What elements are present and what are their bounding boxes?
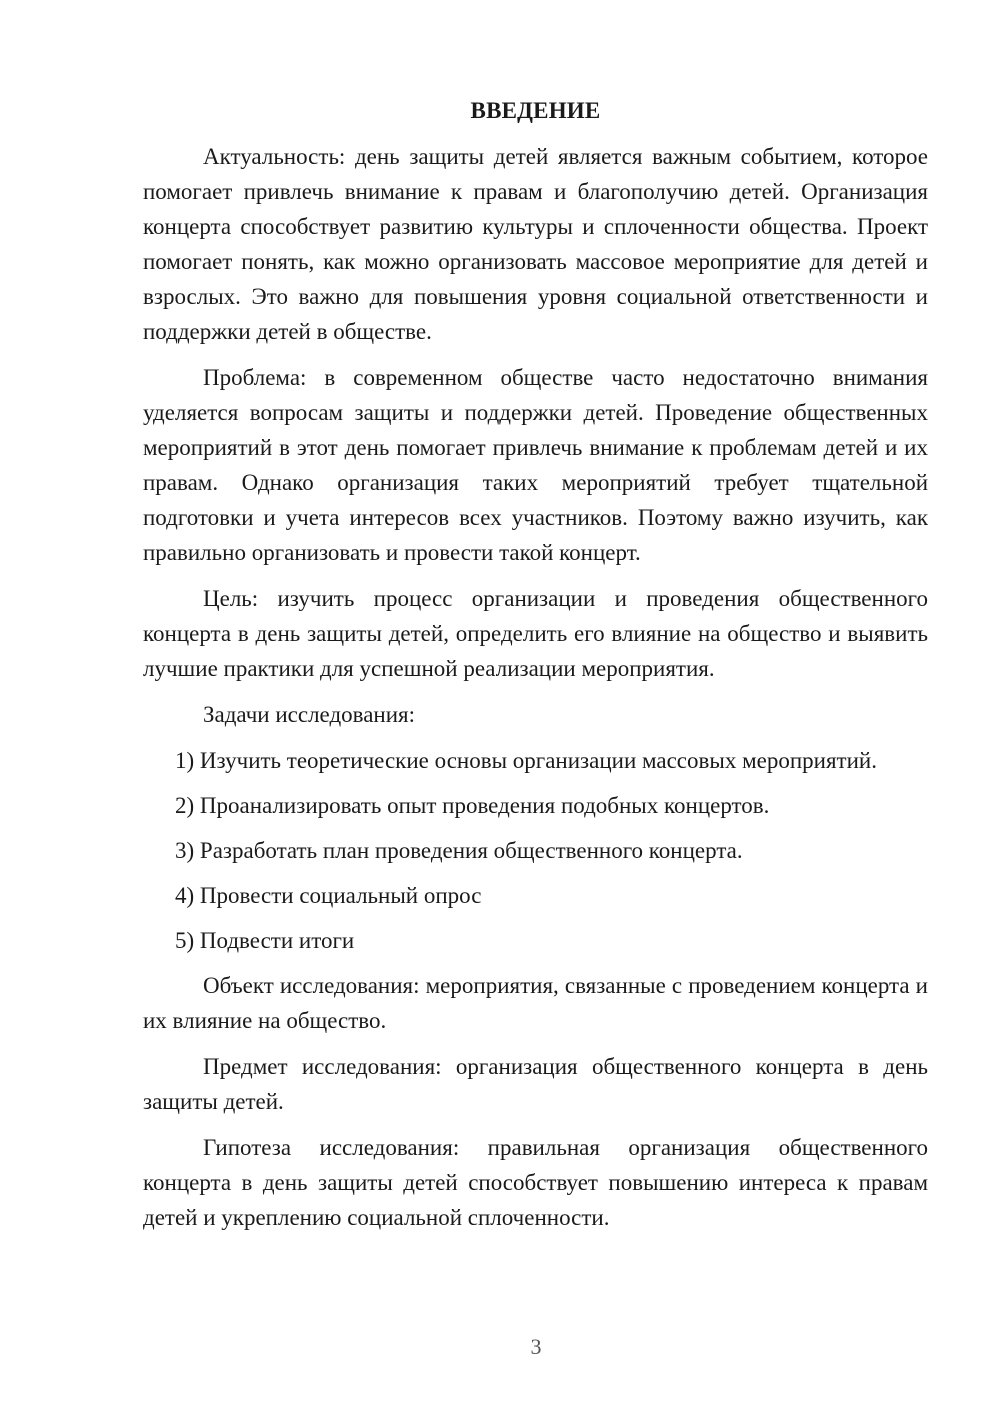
document-body [143,94,928,1246]
task-item-5: 5) Подвести итоги [175,928,355,953]
goal-paragraph: Цель: изучить процесс организации и проведения общественного концерта в день защиты детей, определить его влияние на общество и выявить лучшие практики для успешной реализации мероприятия. [143,586,928,681]
page-title: ВВЕДЕНИЕ [470,98,601,123]
hypothesis-paragraph: Гипотеза исследования: правильная организация общественного концерта в день защиты детей способствует повышению интереса к правам детей и укреплению социальной сплоченности. [143,1135,928,1230]
page-number: 3 [530,1334,542,1359]
relevance-paragraph: Актуальность: день защиты детей является важным событием, которое помогает привлечь внимание к правам и благополучию детей. Организация концерта способствует развитию культуры и сплоченности общества. Проект помогает понять, как можно организовать массовое мероприятие для детей и взрослых. Это важно для повышения уровня социальной ответственности и поддержки детей в обществе. [143,144,928,344]
task-item-3: 3) Разработать план проведения общественного концерта. [175,838,743,863]
task-item-1: 1) Изучить теоретические основы организации массовых мероприятий. [175,748,877,773]
problem-paragraph: Проблема: в современном обществе часто недостаточно внимания уделяется вопросам защиты и поддержки детей. Проведение общественных мероприятий в этот день помогает привлечь внимание к проблемам детей и их правам. Однако организация таких мероприятий требует тщательной подготовки и учета интересов всех участников. Поэтому важно изучить, как правильно организовать и провести такой концерт. [143,365,928,565]
object-paragraph: Объект исследования: мероприятия, связанные с проведением концерта и их влияние на общество. [143,973,928,1033]
task-item-2: 2) Проанализировать опыт проведения подобных концертов. [175,793,770,818]
subject-paragraph: Предмет исследования: организация общественного концерта в день защиты детей. [143,1054,928,1114]
task-item-4: 4) Провести социальный опрос [175,883,482,908]
tasks-heading: Задачи исследования: [203,702,416,727]
